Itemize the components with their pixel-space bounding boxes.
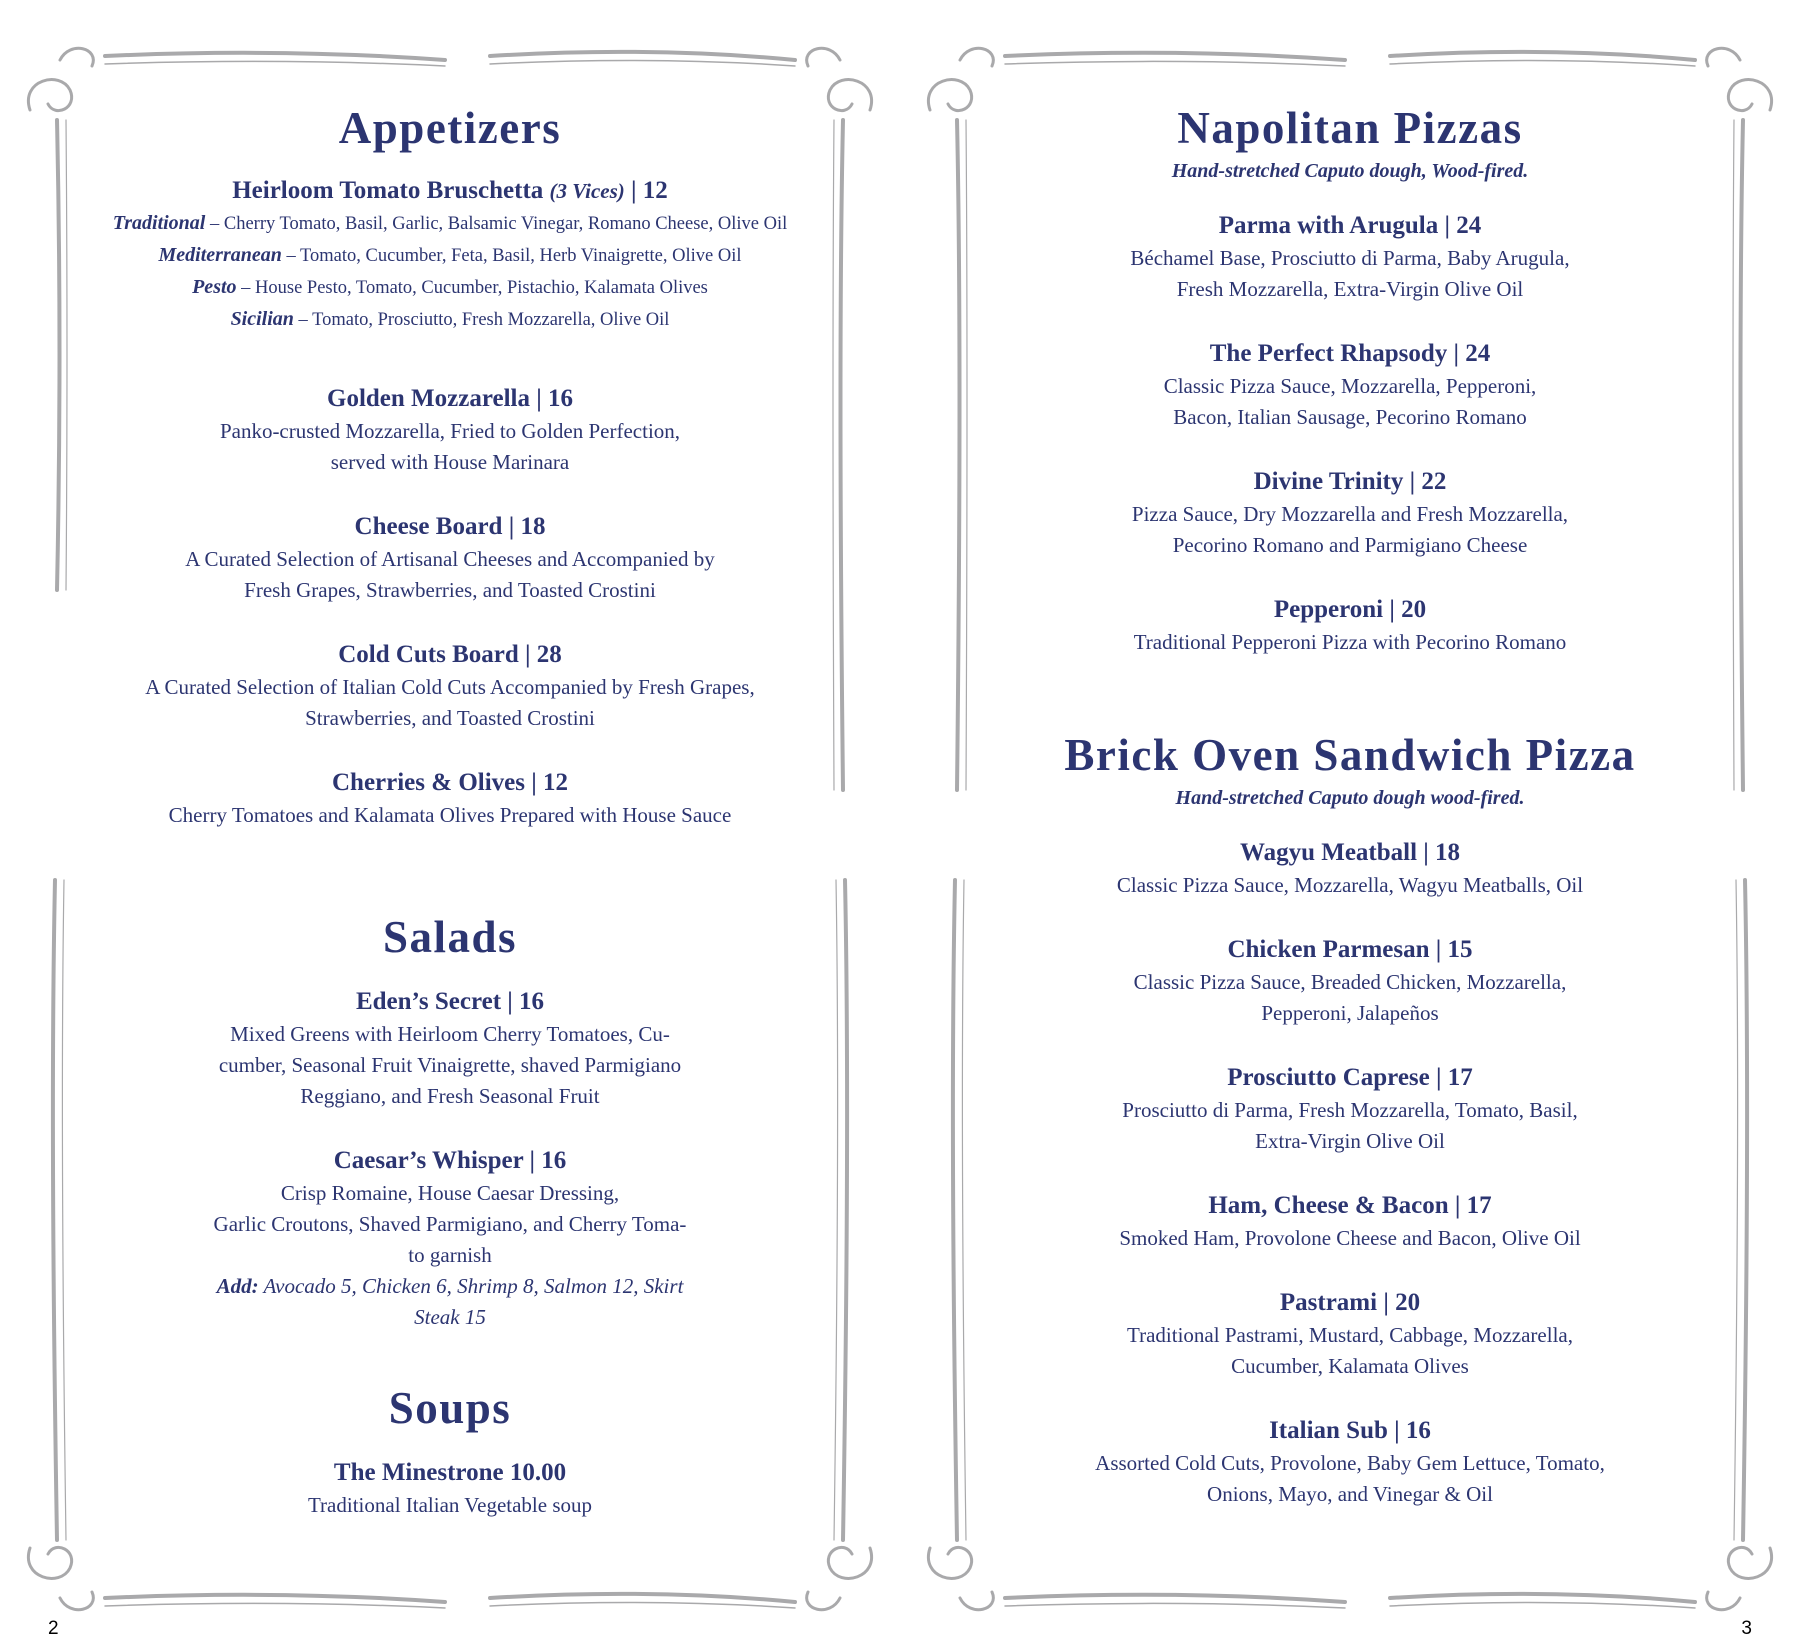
menu-item [1000, 467, 1700, 561]
item-name: Cherries & Olives | 12 [331, 768, 568, 796]
item-name: Ham, Cheese & Bacon | 17 [1208, 1191, 1492, 1219]
section-title-soups: Soups [388, 1383, 512, 1433]
item-desc-line: Onions, Mayo, and Vinegar & Oil [1207, 1481, 1493, 1506]
item-name: Italian Sub | 16 [1269, 1416, 1431, 1444]
item-desc-line: served with House Marinara [330, 449, 570, 474]
menu-item [1000, 1416, 1700, 1510]
item-desc-line: Fresh Mozzarella, Extra-Virgin Olive Oil [1176, 276, 1524, 301]
item-name: Cold Cuts Board | 28 [338, 640, 562, 668]
item-desc-line: Cucumber, Kalamata Olives [1231, 1353, 1469, 1378]
item-name: Golden Mozzarella | 16 [327, 384, 573, 412]
item-desc-line: Prosciutto di Parma, Fresh Mozzarella, Tomato, Basil, [1122, 1097, 1578, 1122]
item-desc-line: Classic Pizza Sauce, Mozzarella, Pepperoni, [1163, 373, 1537, 398]
item-desc-line: Bacon, Italian Sausage, Pecorino Romano [1173, 404, 1527, 429]
section-subtitle: Hand-stretched Caputo dough, Wood-fired. [1171, 159, 1529, 182]
item-name: The Perfect Rhapsody | 24 [1209, 339, 1491, 367]
section-title-napolitan: Napolitan Pizzas [1177, 103, 1523, 153]
item-name: Pepperoni | 20 [1273, 595, 1427, 623]
menu-item [1000, 1063, 1700, 1157]
item-name: Chicken Parmesan | 15 [1227, 935, 1473, 963]
menu-item [1000, 838, 1700, 901]
item-desc-line: Béchamel Base, Prosciutto di Parma, Baby Arugula, [1130, 245, 1570, 270]
add-ons-line: Steak 15 [414, 1304, 486, 1329]
section-title-salads: Salads [382, 912, 518, 962]
add-ons-line: Add: Avocado 5, Chicken 6, Shrimp 8, Salmon 12, Skirt [216, 1273, 684, 1298]
item-desc-line: Pizza Sauce, Dry Mozzarella and Fresh Mozzarella, [1131, 501, 1569, 526]
item-desc-line: Crisp Romaine, House Caesar Dressing, [280, 1180, 620, 1205]
variant-line: Pesto – House Pesto, Tomato, Cucumber, Pistachio, Kalamata Olives [192, 275, 708, 298]
item-name: Pastrami | 20 [1279, 1288, 1421, 1316]
item-name: Caesar’s Whisper | 16 [333, 1146, 567, 1174]
item-desc-line: Classic Pizza Sauce, Mozzarella, Wagyu Meatballs, Oil [1116, 872, 1584, 897]
item-desc-line: Classic Pizza Sauce, Breaded Chicken, Mozzarella, [1133, 969, 1567, 994]
item-desc-line: Fresh Grapes, Strawberries, and Toasted Crostini [244, 577, 656, 602]
menu-item [100, 768, 800, 831]
item-price: | 12 [631, 176, 668, 204]
item-name: Eden’s Secret | 16 [355, 987, 545, 1015]
menu-item [100, 512, 800, 606]
item-desc-line: Pepperoni, Jalapeños [1261, 1000, 1439, 1025]
item-desc-line: Traditional Pastrami, Mustard, Cabbage, Mozzarella, [1127, 1322, 1573, 1347]
section-title-sandwich-pizza: Brick Oven Sandwich Pizza [1064, 730, 1636, 780]
variant-line: Traditional – Cherry Tomato, Basil, Garlic, Balsamic Vinegar, Romano Cheese, Olive Oil [112, 211, 788, 234]
item-name: Divine Trinity | 22 [1253, 467, 1447, 495]
menu-item [100, 640, 800, 734]
item-desc-line: Pecorino Romano and Parmigiano Cheese [1172, 532, 1528, 557]
page-number: 2 [48, 1618, 59, 1639]
item-desc-line: Mixed Greens with Heirloom Cherry Tomatoes, Cu- [230, 1021, 670, 1046]
menu-item [1000, 1191, 1700, 1254]
menu-item [100, 1458, 800, 1521]
item-desc-line: Traditional Italian Vegetable soup [307, 1492, 593, 1517]
napolitan-section [1000, 104, 1700, 658]
menu-item [100, 384, 800, 478]
item-name: Parma with Arugula | 24 [1218, 211, 1482, 239]
soups-section [100, 1384, 800, 1521]
item-name: Prosciutto Caprese | 17 [1227, 1063, 1473, 1091]
menu-item [1000, 935, 1700, 1029]
item-desc-line: Garlic Croutons, Shaved Parmigiano, and Cherry Toma- [213, 1211, 687, 1236]
menu-item [100, 1146, 800, 1333]
item-name: Wagyu Meatball | 18 [1239, 838, 1461, 866]
item-desc-line: A Curated Selection of Italian Cold Cuts Accompanied by Fresh Grapes, [145, 674, 755, 699]
item-note: (3 Vices) [549, 178, 625, 203]
item-desc-line: cumber, Seasonal Fruit Vinaigrette, shaved Parmigiano [218, 1052, 682, 1077]
salads-section [100, 913, 800, 1333]
variant-line: Mediterranean – Tomato, Cucumber, Feta, Basil, Herb Vinaigrette, Olive Oil [158, 243, 742, 266]
item-name: The Minestrone 10.00 [333, 1458, 567, 1486]
appetizers-section [100, 104, 800, 831]
page-number: 3 [1741, 1618, 1752, 1639]
menu-item [1000, 595, 1700, 658]
item-desc-line: A Curated Selection of Artisanal Cheeses and Accompanied by [185, 546, 715, 571]
item-name: Cheese Board | 18 [354, 512, 546, 540]
menu-item [1000, 339, 1700, 433]
section-title-appetizers: Appetizers [338, 103, 562, 153]
menu-page-right [900, 0, 1800, 1650]
menu-item [100, 987, 800, 1112]
item-desc-line: Reggiano, and Fresh Seasonal Fruit [300, 1083, 600, 1108]
menu-item-bruschetta [100, 176, 800, 336]
item-desc-line: Panko-crusted Mozzarella, Fried to Golden Perfection, [219, 418, 681, 443]
menu-item [1000, 211, 1700, 305]
item-desc-line: Cherry Tomatoes and Kalamata Olives Prepared with House Sauce [168, 802, 732, 827]
bruschetta-variants [100, 208, 800, 336]
menu-item [1000, 1288, 1700, 1382]
item-desc-line: to garnish [408, 1242, 492, 1267]
item-desc-line: Assorted Cold Cuts, Provolone, Baby Gem Lettuce, Tomato, [1095, 1450, 1605, 1475]
item-desc-line: Smoked Ham, Provolone Cheese and Bacon, Olive Oil [1119, 1225, 1581, 1250]
item-desc-line: Strawberries, and Toasted Crostini [305, 705, 595, 730]
item-name: Heirloom Tomato Bruschetta [232, 176, 544, 204]
sandwich-pizza-section [1000, 731, 1700, 1510]
variant-line: Sicilian – Tomato, Prosciutto, Fresh Mozzarella, Olive Oil [230, 307, 670, 330]
item-desc-line: Extra-Virgin Olive Oil [1255, 1128, 1445, 1153]
section-subtitle: Hand-stretched Caputo dough wood-fired. [1175, 786, 1525, 809]
item-desc-line: Traditional Pepperoni Pizza with Pecorino Romano [1133, 629, 1567, 654]
